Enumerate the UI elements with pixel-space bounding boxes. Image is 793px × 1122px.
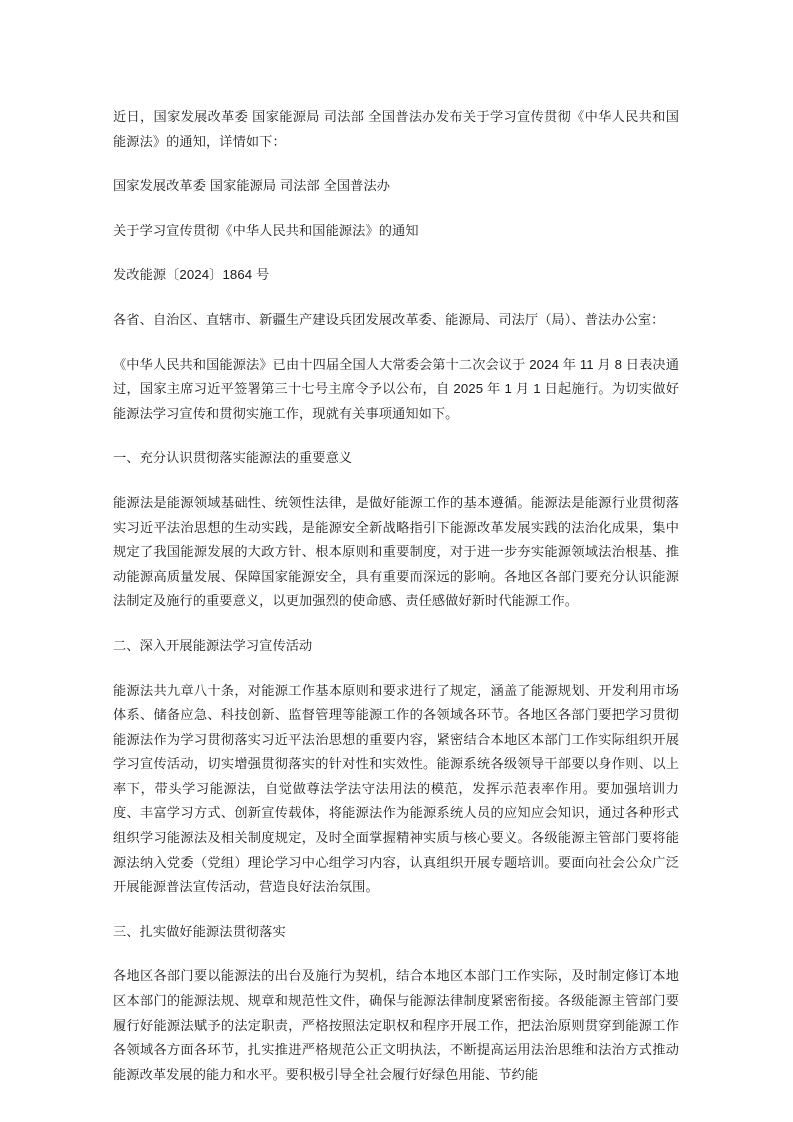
- document-title: 关于学习宣传贯彻《中华人民共和国能源法》的通知: [113, 222, 419, 238]
- section-body-1: 能源法是能源领域基础性、统领性法律，是做好能源工作的基本遵循。能源法是能源行业贯彻落实习近平法治思想的生动实践，是能源安全新战略指引下能源改革发展实践的法治化成果，集中规定了我国能源发展的大政方针、根本原则和重要制度，对于进一步夯实能源领域法治根基、推动能源高质量发展、保障国家能源安全，具有重要而深远的影响。各地区各部门要充分认识能源法制定及施行的重要意义，以更加强烈的使命感、责任感做好新时代能源工作。: [113, 494, 679, 609]
- issuing-agencies: 国家发展改革委 国家能源局 司法部 全国普法办: [113, 178, 391, 194]
- document-number: 发改能源〔2024〕1864 号: [113, 267, 270, 283]
- recipients-line: 各省、自治区、直辖市、新疆生产建设兵团发展改革委、能源局、司法厅（局）、普法办公室：: [113, 311, 665, 327]
- section-body-2: 能源法共九章八十条，对能源工作基本原则和要求进行了规定，涵盖了能源规划、开发利用市场体系、储备应急、科技创新、监督管理等能源工作的各领域各环节。各地区各部门要把学习贯彻能源法作为学习贯彻落实习近平法治思想的重要内容，紧密结合本地区本部门工作实际组织开展学习宣传活动，切实增强贯彻落实的针对性和实效性。能源系统各级领导干部要以身作则、以上率下，带头学习能源法，自觉做尊法学法守法用法的模范，发挥示范表率作用。要加强培训力度、丰富学习方式、创新宣传载体，将能源法作为能源系统人员的应知应会知识，通过各种形式组织学习能源法及相关制度规定，及时全面掌握精神实质与核心要义。各级能源主管部门要将能源法纳入党委（党组）理论学习中心组学习内容，认真组织开展专题培训。要面向社会公众广泛开展能源普法宣传活动，营造良好法治氛围。: [113, 682, 679, 895]
- section-heading-2: 二、深入开展能源法学习宣传活动: [113, 637, 313, 653]
- section-heading-1: 一、充分认识贯彻落实能源法的重要意义: [113, 450, 353, 466]
- preamble-paragraph: 《中华人民共和国能源法》已由十四届全国人大常委会第十二次会议于 2024 年 11 月 8 日表决通过，国家主席习近平签署第三十七号主席令予以公布，自 2025 年 1 月 1 日起施行。为切实做好能源法学习宣传和贯彻实施工作，现就有关事项通知如下。: [113, 356, 679, 421]
- section-heading-3: 三、扎实做好能源法贯彻落实: [113, 923, 286, 939]
- lede-paragraph: 近日，国家发展改革委 国家能源局 司法部 全国普法办发布关于学习宣传贯彻《中华人民共和国能源法》的通知，详情如下：: [113, 109, 679, 149]
- document-body: [113, 105, 679, 1087]
- section-body-3: 各地区各部门要以能源法的出台及施行为契机，结合本地区本部门工作实际，及时制定修订本地区本部门的能源法规、规章和规范性文件，确保与能源法律制度紧密衔接。各级能源主管部门要履行好能源法赋予的法定职责，严格按照法定职权和程序开展工作，把法治原则贯穿到能源工作各领域各方面各环节，扎实推进严格规范公正文明执法，不断提高运用法治思维和法治方式推动能源改革发展的能力和水平。要积极引导全社会履行好绿色用能、节约能: [113, 968, 679, 1082]
